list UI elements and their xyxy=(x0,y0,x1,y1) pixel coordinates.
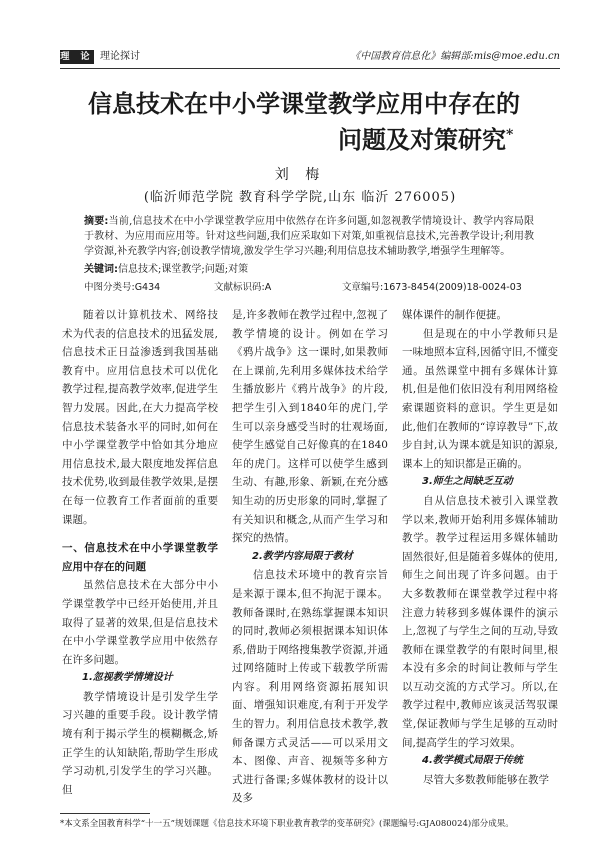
paragraph: 虽然信息技术在大部分中小学课堂教学中已经开始使用,并且取得了显著的效果,但是信息技术在中小学课堂教学应用中依然存在许多问题。 xyxy=(62,579,218,666)
keywords-text: 信息技术;课堂教学;问题;对策 xyxy=(118,264,249,275)
funding-footnote: *本文系全国教育科学“十一五”规划课题《信息技术环境下职业教育教学的变革研究》(课题编号:GJA080024)部分成果。 xyxy=(60,819,514,829)
author-affiliation: (临沂师范学院 教育科学学院,山东 临沂 276005) xyxy=(143,190,457,205)
article-title-line-2 xyxy=(338,124,600,156)
subsection-heading-3: 3.师生之间缺乏互动 xyxy=(422,476,513,488)
author-name: 刘 梅 xyxy=(274,167,326,183)
section-badge: 理 论 xyxy=(60,52,94,62)
header-divider xyxy=(60,68,560,69)
section-label: 理论探讨 xyxy=(100,51,140,62)
subsection-heading-1: 1.忽视教学情境设计 xyxy=(82,672,173,684)
body-column-2 xyxy=(232,306,388,808)
article-metadata xyxy=(84,280,534,295)
body-column-3 xyxy=(402,306,558,789)
intro-paragraph: 随着以计算机技术、网络技术为代表的信息技术的迅猛发展,信息技术正日益渗透到我国基础教育中。应用信息技术可以优化教学过程,提高教学效率,促进学生智力发展。因此,在大力提高学校信息技术装备水平的同时,如何在中小学课堂教学中恰如其分地应用信息技术,最大限度地发挥信息技术优势,收到最佳教学效果,是摆在每一位教育工作者面前的重要课题。 xyxy=(62,309,218,526)
title-footnote-marker: * xyxy=(506,127,514,143)
section-heading-1: 一、信息技术在中小学课堂教学应用中存在的问题 xyxy=(62,542,218,573)
paragraph: 信息技术环境中的教育宗旨是来源于课本,但不拘泥于课本。教师备课时,在熟练掌握课本知识的同时,教师必须根据课本知识体系,借助于网络搜集教学资源,并通过网络随时上传或下载教学所需内容。利用网络资源拓展知识面、增强知识难度,有利于开发学生的智力。利用信息技术教学,教师备课方式灵活——可以采用文本、图像、声音、视频等多种方式进行备课;多媒体教材的设计以及多 xyxy=(232,569,388,805)
paragraph: 尽管大多数教师能够在教学 xyxy=(423,773,549,786)
abstract-label: 摘要: xyxy=(84,216,109,227)
running-header xyxy=(60,48,560,68)
paragraph: 是,许多教师在教学过程中,忽视了教学情境的设计。例如在学习《鸦片战争》这一课时,如果教师在上课前,先利用多媒体技术给学生播放影片《鸦片战争》的片段,把学生引入到1840年的虎门,学生可以亲身感受当时的壮观场面,使学生感觉自己好像真的在1840年的虎门。这样可以使学生感到生动、有趣,形象、新颖,在充分感知生动的历史形象的同时,掌握了有关知识和概念,从而产生学习和探究的热情。 xyxy=(232,309,388,545)
article-title-line-1: 信息技术在中小学课堂教学应用中存在的 xyxy=(88,89,520,118)
keywords xyxy=(84,262,534,277)
paragraph: 但是现在的中小学教师只是一味地照本宣科,因循守旧,不懂变通。虽然课堂中拥有多媒体计算机,但是他们依旧没有利用网络检索课题资料的意识。学生更是如此,他们在教师的“谆谆教导”下,故步自封,认为课本就是知识的源泉,课本上的知识都是正确的。 xyxy=(402,327,558,470)
paragraph: 自从信息技术被引入课堂教学以来,教师开始利用多媒体辅助教学。教学过程运用多媒体辅助固然很好,但是随着多媒体的使用,师生之间出现了许多问题。由于大多数教师在课堂教学过程中将注意力转移到多媒体课件的演示上,忽视了与学生之间的互动,导致教师在课堂教学的有限时间里,根本没有多余的时间让教师与学生以互动交流的方式学习。所以,在教学过程中,教师应该灵活驾驭课堂,保证教师与学生足够的互动时间,提高学生的学习效果。 xyxy=(402,494,558,749)
body-column-1 xyxy=(62,306,218,799)
abstract-text: 当前,信息技术在中小学课堂教学应用中依然存在许多问题,如忽视教学情境设计、教学内容局限于教材、为应用而应用等。针对这些问题,我们应采取如下对策,如重视信息技术,完善教学设计;利用教学资源,补充教学内容;创设教学情境,激发学生学习兴趣;利用信息技术辅助教学,增强学生理解等。 xyxy=(84,216,535,257)
keywords-label: 关键词: xyxy=(84,264,118,275)
clc-number: 中图分类号:G434 xyxy=(84,282,161,293)
article-title-line-2-text: 问题及对策研究 xyxy=(338,125,506,154)
abstract xyxy=(84,214,534,259)
subsection-heading-4: 4.教学模式局限于传统 xyxy=(422,755,523,767)
document-code: 文献标识码:A xyxy=(214,282,272,293)
paragraph: 媒体课件的制作便捷。 xyxy=(402,309,507,321)
journal-contact: 《中国教育信息化》编辑部:mis@moe.edu.cn xyxy=(350,51,560,62)
footnote-divider xyxy=(60,813,150,814)
article-id: 文章编号:1673-8454(2009)18-0024-03 xyxy=(342,282,522,293)
subsection-heading-2: 2.教学内容局限于教材 xyxy=(252,550,353,562)
paragraph: 教学情境设计是引发学生学习兴趣的重要手段。设计教学情境有利于揭示学生的模糊概念,矫正学生的认知缺陷,帮助学生形成学习动机,引发学生的学习兴趣。但 xyxy=(62,690,218,796)
